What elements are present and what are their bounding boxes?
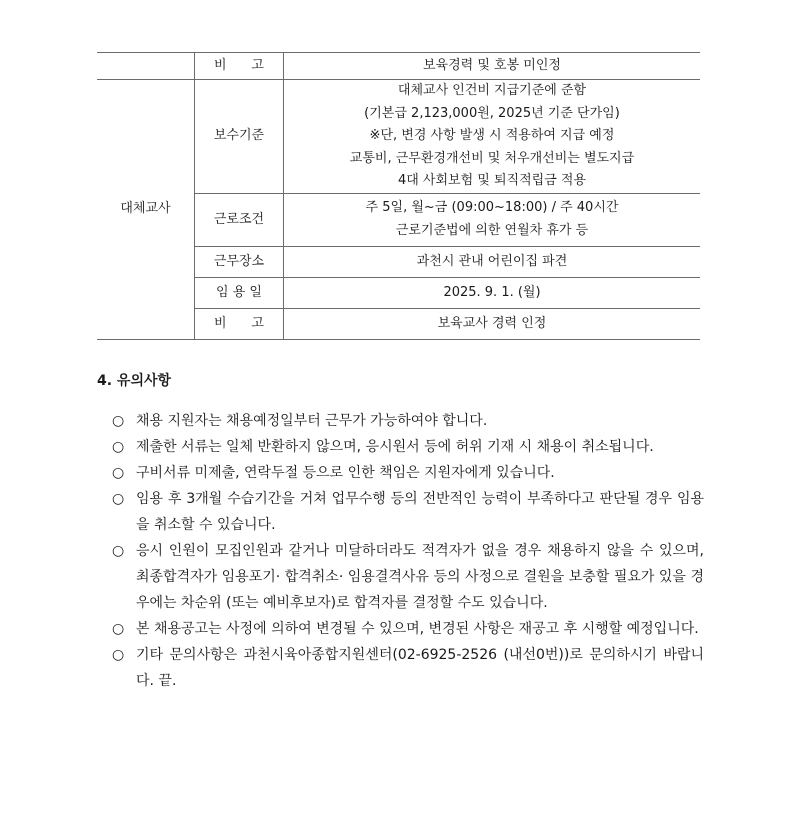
group-label: 대체교사	[97, 80, 195, 340]
conditions-details	[284, 193, 701, 246]
row-label: 근로조건	[195, 193, 284, 246]
pay-line: (기본급 2,123,000원, 2025년 기준 단가임)	[364, 105, 620, 121]
pay-line: ※단, 변경 사항 발생 시 적용하여 지급 예정	[369, 128, 615, 143]
note-text: 본 채용공고는 사정에 의하여 변경될 수 있으며, 변경된 사항은 재공고 후 시행할 예정입니다.	[136, 621, 699, 637]
list-item	[112, 486, 704, 538]
note-text: 임용 후 3개월 수습기간을 거쳐 업무수행 등의 전반적인 능력이 부족하다고 판단될 경우 임용을 취소할 수 있습니다.	[136, 491, 704, 533]
row-value: 보육경력 및 호봉 미인정	[284, 53, 701, 80]
pay-line: 4대 사회보험 및 퇴직적립금 적용	[397, 173, 587, 188]
table-row	[97, 80, 700, 194]
note-text: 채용 지원자는 채용예정일부터 근무가 가능하여야 합니다.	[136, 413, 488, 429]
row-value: 과천시 관내 어린이집 파견	[284, 246, 701, 277]
note-text: 응시 인원이 모집인원과 같거나 미달하더라도 적격자가 없을 경우 채용하지 않을 수 있으며, 최종합격자가 임용포기· 합격취소· 임용결격사유 등의 사정으로 결원을 보충할 필요가 있을 경우에는 차순위 (또는 예비후보자)로 합격자를 결정할 수도 있습니다.	[136, 543, 704, 611]
row-label: 비 고	[195, 53, 284, 80]
pay-line: 대체교사 인건비 지급기준에 준함	[397, 83, 587, 98]
list-item	[112, 434, 704, 460]
conditions-line: 근로기준법에 의한 연월차 휴가 등	[395, 222, 589, 238]
row-label: 비 고	[195, 308, 284, 339]
note-text: 제출한 서류는 일체 반환하지 않으며, 응시원서 등에 허위 기재 시 채용이 취소됩니다.	[136, 439, 654, 455]
row-label: 임 용 일	[195, 277, 284, 308]
row-label: 보수기준	[195, 80, 284, 194]
list-item	[112, 460, 704, 486]
row-value: 보육교사 경력 인정	[284, 308, 701, 339]
list-item	[112, 408, 704, 434]
table-row	[97, 53, 700, 80]
bullet: ○	[112, 543, 125, 559]
bullet: ○	[112, 621, 125, 637]
pay-line: 교통비, 근무환경개선비 및 처우개선비는 별도지급	[349, 150, 635, 166]
list-item	[112, 538, 704, 616]
bullet: ○	[112, 465, 125, 481]
section-title: 4. 유의사항	[97, 373, 172, 389]
list-item	[112, 616, 704, 642]
list-item	[112, 642, 704, 694]
note-text: 기타 문의사항은 과천시육아종합지원센터(02-6925-2526 (내선0번))로 문의하시기 바랍니다. 끝.	[136, 647, 704, 689]
empty-cell	[97, 53, 195, 80]
bullet: ○	[112, 491, 125, 507]
conditions-line: 주 5일, 월~금 (09:00~18:00) / 주 40시간	[365, 200, 619, 215]
pay-details	[284, 80, 701, 194]
row-value: 2025. 9. 1. (월)	[284, 277, 701, 308]
bullet: ○	[112, 413, 125, 429]
note-text: 구비서류 미제출, 연락두절 등으로 인한 책임은 지원자에게 있습니다.	[136, 465, 555, 481]
bullet: ○	[112, 439, 125, 455]
notes-list	[112, 408, 704, 694]
recruitment-table	[97, 52, 700, 340]
row-label: 근무장소	[195, 246, 284, 277]
bullet: ○	[112, 647, 125, 663]
